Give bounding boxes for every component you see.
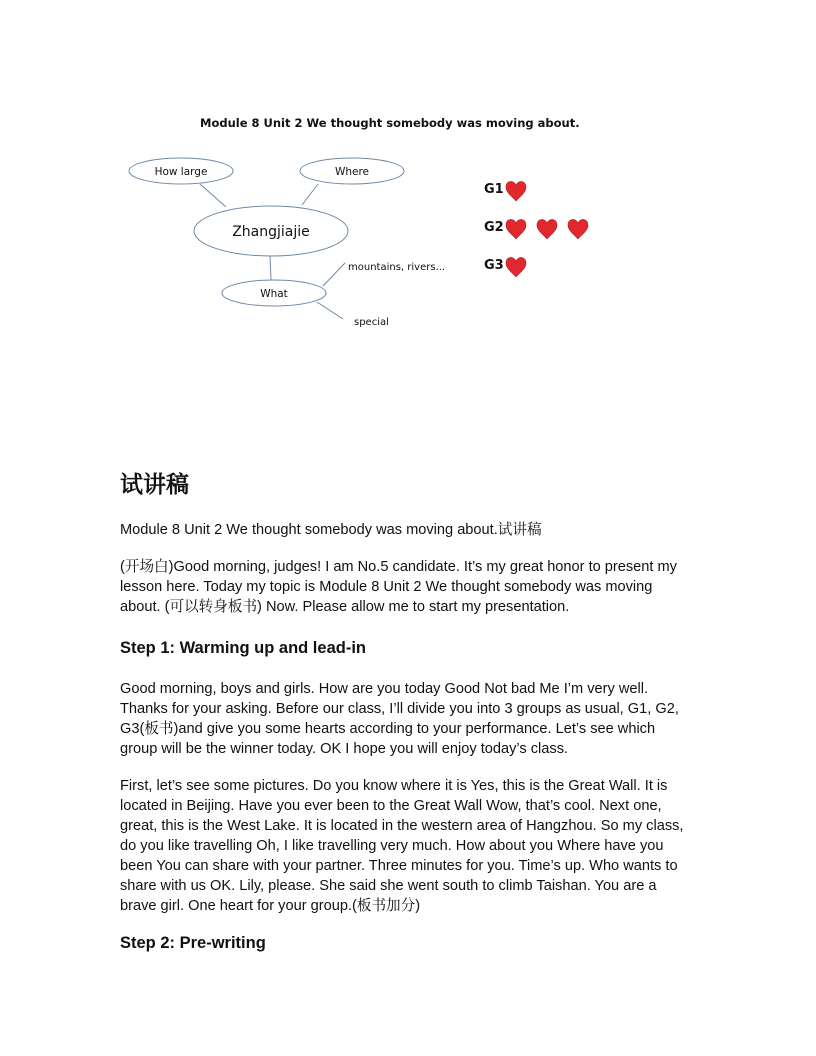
node-how-large-label: How large bbox=[154, 166, 208, 178]
document-subtitle: Module 8 Unit 2 We thought somebody was moving about.试讲稿 bbox=[120, 522, 542, 538]
group-label-1: G1 bbox=[484, 182, 504, 197]
node-mountains-label: mountains, rivers... bbox=[348, 262, 446, 273]
heart-icon bbox=[506, 219, 526, 239]
node-center-label: Zhangjiajie bbox=[232, 224, 310, 240]
heart-icon bbox=[568, 219, 588, 239]
step2-title: Step 2: Pre-writing bbox=[120, 934, 266, 952]
mind-map-diagram bbox=[0, 0, 816, 360]
document-heading: 试讲稿 bbox=[120, 472, 189, 498]
intro-paragraph: (开场白)Good morning, judges! I am No.5 candidate. It’s my great honor to present my lesson here. Today my topic is Module 8 Unit 2 We thought somebody was moving about. (可以转身板书) Now. Please allow me to start my presentation. bbox=[120, 559, 677, 615]
connector-special bbox=[317, 302, 343, 319]
node-what-label: What bbox=[260, 288, 288, 300]
group-scoreboard bbox=[484, 181, 588, 277]
connector-where bbox=[302, 184, 318, 205]
heart-icon bbox=[506, 181, 526, 201]
heart-icon bbox=[506, 257, 526, 277]
connector-how-large bbox=[200, 184, 226, 207]
connector-mountains bbox=[323, 263, 345, 286]
connector-what bbox=[270, 256, 271, 280]
node-where-label: Where bbox=[334, 166, 370, 178]
heart-icon bbox=[537, 219, 557, 239]
step1-paragraph-1: Good morning, boys and girls. How are you today Good Not bad Me I’m very well. Thanks for your asking. Before our class, I’ll divide you into 3 groups as usual, G1, G2, G3(板书)and give you some hearts according to your performance. Let’s see which group will be the winner today. OK I hope you will enjoy today’s class. bbox=[120, 681, 679, 757]
diagram-title: Module 8 Unit 2 We thought somebody was moving about. bbox=[200, 116, 580, 130]
group-label-2: G2 bbox=[484, 220, 504, 235]
group-label-3: G3 bbox=[484, 258, 504, 273]
step1-paragraph-2: First, let’s see some pictures. Do you know where it is Yes, this is the Great Wall. It is located in Beijing. Have you ever been to the Great Wall Wow, that’s cool. Next one, great, this is the West Lake. It is located in the western area of Hangzhou. So my class, do you like travelling Oh, I like travelling very much. How about you Where have you been You can share with your partner. Three minutes for you. Time’s up. Who wants to share with us OK. Lily, please. She said she went south to climb Taishan. You are a brave girl. One heart for your group.(板书加分) bbox=[120, 778, 684, 914]
step1-title: Step 1: Warming up and lead-in bbox=[120, 639, 366, 657]
node-special-label: special bbox=[354, 317, 389, 328]
